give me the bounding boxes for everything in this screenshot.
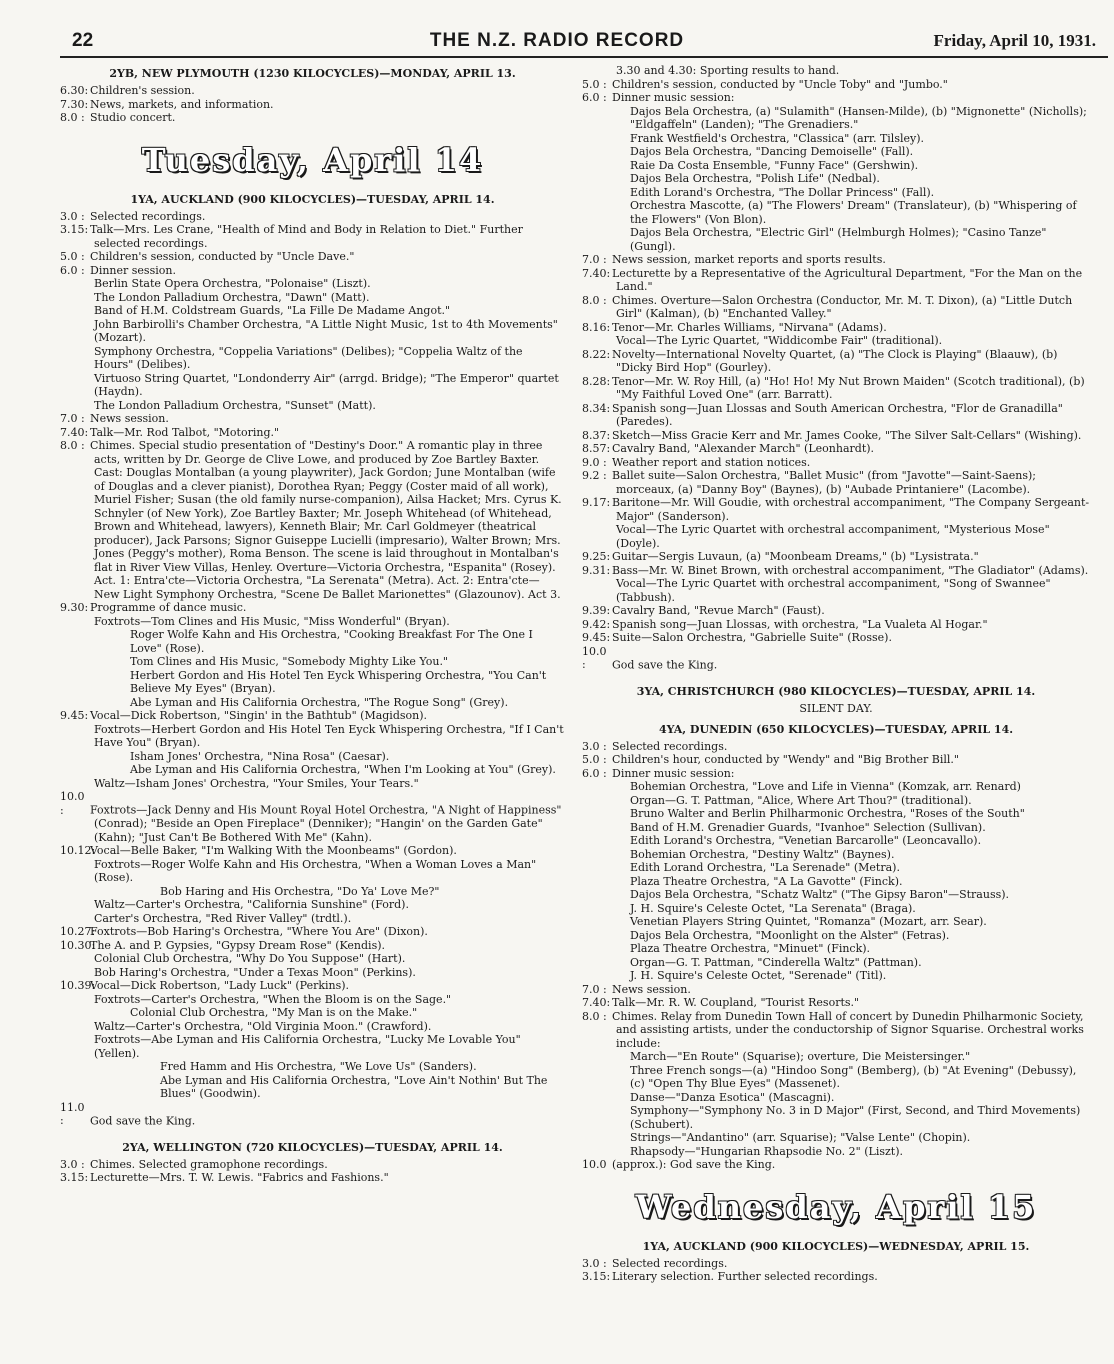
programme-entry <box>582 861 1090 875</box>
entry-time: 7.0 : <box>582 253 607 266</box>
programme-entry <box>582 550 1090 564</box>
page-header <box>0 0 1114 60</box>
programme-entry <box>582 496 1090 523</box>
programme-entry <box>582 1145 1090 1159</box>
programme-entry <box>60 1033 565 1060</box>
programme-entry <box>60 304 565 318</box>
programme-entry <box>582 294 1090 321</box>
programme-entry <box>582 226 1090 253</box>
entry-time: 5.0 : <box>582 753 607 766</box>
programme-entry <box>582 375 1090 402</box>
masthead-title: THE N.Z. RADIO RECORD <box>429 30 685 51</box>
entry-text: Lecturette—Mrs. T. W. Lewis. "Fabrics and Fashions." <box>90 1171 389 1184</box>
programme-entry <box>582 969 1090 983</box>
entry-text: Dajos Bela Orchestra, "Dancing Demoiselle" (Fall). <box>630 145 914 158</box>
entry-text: Strings—"Andantino" (arr. Squarise); "Valse Lente" (Chopin). <box>630 1131 971 1144</box>
programme-entry <box>60 628 565 655</box>
entry-time: 9.31: <box>582 563 611 577</box>
entry-time: 8.37: <box>582 428 611 442</box>
programme-entry <box>60 750 565 764</box>
programme-entry <box>582 1064 1090 1091</box>
entry-time: 10.0 <box>582 1158 607 1171</box>
entry-time: 8.0 : <box>60 111 85 124</box>
entry-time: 6.0 : <box>582 766 607 780</box>
programme-entry <box>582 902 1090 916</box>
programme-entry <box>582 794 1090 808</box>
station-heading: 2YB, NEW PLYMOUTH (1230 KILOCYCLES)—MONDAY, APRIL 13. <box>109 67 516 80</box>
programme-entry <box>60 291 565 305</box>
programme-entry <box>582 604 1090 618</box>
entry-text: Organ—G. T. Pattman, "Cinderella Waltz" (Pattman). <box>630 955 922 969</box>
entry-text: News, markets, and information. <box>90 97 274 111</box>
programme-entry <box>582 1257 1090 1271</box>
entry-time: 5.0 : <box>60 250 85 263</box>
programme-entry <box>582 1158 1090 1172</box>
entry-time: 8.0 : <box>582 293 607 307</box>
entry-time: 9.30: <box>60 601 89 614</box>
programme-entry <box>582 807 1090 821</box>
entry-time: 8.22: <box>582 347 611 361</box>
programme-entry <box>60 1020 565 1034</box>
programme-entry <box>582 942 1090 956</box>
programme-entry <box>582 105 1090 132</box>
programme-entry <box>582 1270 1090 1284</box>
entry-text: Chimes. Overture—Salon Orchestra (Conductor, Mr. M. T. Dixon), (a) "Little Dutch Girl" (Kalman), (b) "Enchanted Valley." <box>612 293 1073 320</box>
entry-text: 3.30 and 4.30: Sporting results to hand. <box>616 64 840 77</box>
programme-entry <box>582 618 1090 632</box>
entry-text: Spanish song—Juan Llossas, with orchestra, "La Vualeta Al Hogar." <box>612 617 988 631</box>
entry-text: Bruno Walter and Berlin Philharmonic Orchestra, "Roses of the South" <box>630 807 1025 820</box>
entry-time: 6.0 : <box>60 263 85 277</box>
entry-time: 8.0 : <box>582 1009 607 1023</box>
entry-text: Plaza Theatre Orchestra, "Minuet" (Finck). <box>630 942 871 955</box>
entry-text: Children's session, conducted by "Uncle Toby" and "Jumbo." <box>612 77 948 91</box>
programme-entry <box>582 469 1090 496</box>
entry-text: Raie Da Costa Ensemble, "Funny Face" (Gershwin). <box>630 158 919 172</box>
entry-time: 10.30: <box>60 938 96 952</box>
programme-entry <box>582 821 1090 835</box>
entry-text: Organ—G. T. Pattman, "Alice, Where Art Thou?" (traditional). <box>630 793 972 807</box>
entry-text: Dajos Bela Orchestra, "Electric Girl" (Helmburgh Holmes); "Casino Tanze" (Gungl). <box>630 226 1047 253</box>
entry-text: Waltz—Carter's Orchestra, "Old Virginia Moon." (Crawford). <box>94 1019 432 1033</box>
programme-entry <box>60 952 565 966</box>
entry-text: Chimes. Special studio presentation of "Destiny's Door." A romantic play in three acts, written by Dr. George de Clive Lowe, and produced by Zoe Bartley Baxter. Cast: Douglas Montalban (a young playwriter), Jack Gordon; June Montalban (wife of Douglas and a clever pianist), Dorothea Ryan; Peggy (Coster maid of all work), Muriel Fisher; Susan (the old family nurse-companion), Ailsa Hacket; Mrs. Cyrus K. Schnyler (of New York), Zoe Bartley Baxter; Mr. Joseph Whitehead (of Whitehead, Brown and Whitehead, lawyers), Kenneth Blair; Mr. Carl Goldmeyer (theatrical producer), Jack Parsons; Signor Guiseppe Lucielli (impresario), Walter Brown; Mrs. Jones (Peggy's mother), Roma Benson. The scene is laid throughout in Montalban's flat in River View Villas, Henley. Overture—Victoria Orchestra, "Espanita" (Rosey). Act. 1: Entra'cte—Victoria Orchestra, "La Serenata" (Metra). Act. 2: Entra'cte—New Light Symphony Orchestra, "Scene De Ballet Marionettes" (Glazounov). Act 3. <box>90 439 562 601</box>
entry-time: 9.39: <box>582 604 611 617</box>
entry-text: Dajos Bela Orchestra, "Schatz Waltz" ("The Gipsy Baron"—Strauss). <box>630 888 1010 901</box>
entry-text: Selected recordings. <box>90 209 206 223</box>
entry-time: 7.30: <box>60 97 89 111</box>
programme-entry <box>582 159 1090 173</box>
entry-text: Chimes. Selected gramophone recordings. <box>90 1157 328 1171</box>
entry-time: 3.15: <box>60 223 89 236</box>
programme-entry <box>60 1060 565 1074</box>
entry-text: Carter's Orchestra, "Red River Valley" (trdtl.). <box>94 911 352 925</box>
programme-entry <box>60 399 565 413</box>
day-banner: Tuesday, April 14 <box>141 140 484 179</box>
programme-entry <box>582 348 1090 375</box>
entry-text: Virtuoso String Quartet, "Londonderry Air" (arrgd. Bridge); "The Emperor" quartet (Haydn). <box>94 371 559 398</box>
programme-entry <box>60 277 565 291</box>
entry-text: Waltz—Carter's Orchestra, "California Sunshine" (Ford). <box>94 898 409 911</box>
station-heading: 2YA, WELLINGTON (720 KILOCYCLES)—TUESDAY, APRIL 14. <box>122 1140 503 1154</box>
programme-entry <box>60 111 565 125</box>
programme-entry <box>582 1091 1090 1105</box>
entry-time: 7.0 : <box>60 412 85 425</box>
entry-text: Isham Jones' Orchestra, "Nina Rosa" (Caesar). <box>130 749 390 763</box>
entry-text: Children's session, conducted by "Uncle Dave." <box>90 250 355 263</box>
entry-text: Vocal—Dick Robertson, "Singin' in the Bathtub" (Magidson). <box>90 709 428 722</box>
entry-text: Cavalry Band, "Revue March" (Faust). <box>612 604 825 617</box>
entry-text: Symphony—"Symphony No. 3 in D Major" (First, Second, and Third Movements) (Schubert). <box>630 1104 1081 1131</box>
entry-text: Dajos Bela Orchestra, "Moonlight on the Alster" (Fetras). <box>630 928 950 942</box>
programme-entry <box>60 372 565 399</box>
programme-entry <box>60 1074 565 1101</box>
programme-entry <box>582 888 1090 902</box>
programme-entry <box>582 1131 1090 1145</box>
programme-entry <box>582 402 1090 429</box>
programme-entry <box>582 1010 1090 1051</box>
entry-text: Band of H.M. Grenadier Guards, "Ivanhoe" Selection (Sullivan). <box>630 820 986 834</box>
entry-text: Waltz—Isham Jones' Orchestra, "Your Smiles, Your Tears." <box>94 776 419 790</box>
programme-entry <box>60 669 565 696</box>
programme-entry <box>60 345 565 372</box>
station-heading: 3YA, CHRISTCHURCH (980 KILOCYCLES)—TUESDAY, APRIL 14. <box>636 684 1036 698</box>
entry-time: 9.2 : <box>582 469 607 482</box>
entry-text: Roger Wolfe Kahn and His Orchestra, "Cooking Breakfast For The One I Love" (Rose). <box>130 628 533 655</box>
station-heading: 1YA, AUCKLAND (900 KILOCYCLES)—WEDNESDAY, APRIL 15. <box>642 1239 1030 1253</box>
entry-text: Abe Lyman and His California Orchestra, "Love Ain't Nothin' But The Blues" (Goodwin). <box>160 1073 548 1100</box>
programme-entry <box>60 709 565 723</box>
programme-entry <box>60 223 565 250</box>
programme-entry <box>582 186 1090 200</box>
entry-text: J. H. Squire's Celeste Octet, "Serenade" (Titl). <box>630 969 887 982</box>
entry-text: Foxtrots—Jack Denny and His Mount Royal Hotel Orchestra, "A Night of Happiness" (Conrad); "Beside an Open Fireplace" (Denniker); "Hangin' on the Garden Gate" (Kahn); "Just Can't Be Bothered With Me" (Kahn). <box>90 803 562 844</box>
entry-text: Foxtrots—Carter's Orchestra, "When the Bloom is on the Sage." <box>94 992 452 1006</box>
entry-text: Bohemian Orchestra, "Love and Life in Vienna" (Komzak, arr. Renard) <box>630 780 1021 793</box>
entry-text: Sketch—Miss Gracie Kerr and Mr. James Cooke, "The Silver Salt-Cellars" (Wishing). <box>612 428 1082 442</box>
entry-text: Bob Haring and His Orchestra, "Do Ya' Love Me?" <box>160 884 440 898</box>
programme-entry <box>60 777 565 791</box>
programme-list <box>60 84 565 125</box>
programme-entry <box>60 723 565 750</box>
entry-time: 10.12: <box>60 844 96 857</box>
programme-entry <box>582 442 1090 456</box>
left-column <box>60 64 565 1356</box>
entry-text: Symphony Orchestra, "Coppelia Variations" (Delibes); "Coppelia Waltz of the Hours" (Delibes). <box>94 344 523 371</box>
entry-text: Three French songs—(a) "Hindoo Song" (Bemberg), (b) "At Evening" (Debussy), (c) "Open Thy Blue Eyes" (Massenet). <box>630 1063 1077 1090</box>
entry-text: Vocal—The Lyric Quartet with orchestral accompaniment, "Mysterious Mose" (Doyle). <box>616 523 1050 550</box>
entry-time: 9.0 : <box>582 455 607 469</box>
programme-entry <box>60 1158 565 1172</box>
entry-text: Tenor—Mr. Charles Williams, "Nirvana" (Adams). <box>612 320 887 334</box>
entry-time: 10.27: <box>60 925 96 938</box>
entry-text: The A. and P. Gypsies, "Gypsy Dream Rose" (Kendis). <box>90 938 386 952</box>
programme-entry <box>60 763 565 777</box>
entry-text: Edith Lorand's Orchestra, "Venetian Barcarolle" (Leoncavallo). <box>630 834 982 847</box>
entry-time: 11.0 : <box>60 1100 85 1127</box>
programme-list <box>582 64 1090 672</box>
entry-text: Plaza Theatre Orchestra, "A La Gavotte" (Finck). <box>630 874 903 888</box>
programme-entry <box>582 253 1090 267</box>
entry-text: Band of H.M. Coldstream Guards, "La Fille De Madame Angot." <box>94 304 451 317</box>
entry-text: Studio concert. <box>90 111 176 124</box>
programme-entry <box>60 98 565 112</box>
entry-text: Abe Lyman and His California Orchestra, "The Rogue Song" (Grey). <box>130 695 509 709</box>
header-rule <box>60 56 1108 58</box>
entry-text: The London Palladium Orchestra, "Dawn" (Matt). <box>94 290 370 304</box>
programme-entry <box>582 645 1090 672</box>
programme-entry <box>60 250 565 264</box>
entry-text: Edith Lorand's Orchestra, "The Dollar Princess" (Fall). <box>630 185 935 199</box>
entry-text: Selected recordings. <box>612 739 728 753</box>
entry-text: Lecturette by a Representative of the Agricultural Department, "For the Man on the Land." <box>612 266 1083 293</box>
entry-time: 9.25: <box>582 550 611 563</box>
programme-entry <box>60 966 565 980</box>
entry-text: John Barbirolli's Chamber Orchestra, "A Little Night Music, 1st to 4th Movements" (Mozart). <box>94 317 558 344</box>
programme-entry <box>582 740 1090 754</box>
programme-entry <box>60 925 565 939</box>
entry-text: Tenor—Mr. W. Roy Hill, (a) "Ho! Ho! My Nut Brown Maiden" (Scotch traditional), (b) "My Faithful Loved One" (arr. Barratt). <box>612 374 1085 401</box>
programme-list <box>582 740 1090 1172</box>
entry-time: 7.40: <box>582 996 611 1009</box>
programme-entry <box>582 321 1090 335</box>
entry-text: Children's session. <box>90 84 195 97</box>
programme-entry <box>60 426 565 440</box>
entry-time: 9.17: <box>582 496 611 509</box>
entry-time: 9.45: <box>582 631 611 644</box>
programme-entry <box>60 696 565 710</box>
entry-text: March—"En Route" (Squarise); overture, Die Meistersinger." <box>630 1050 971 1063</box>
entry-text: Edith Lorand Orchestra, "La Serenade" (Metra). <box>630 861 900 874</box>
entry-text: Ballet suite—Salon Orchestra, "Ballet Music" (from "Javotte"—Saint-Saens); morceaux, (a) "Danny Boy" (Baynes), (b) "Aubade Printaniere" (Lacombe). <box>612 469 1037 496</box>
entry-time: 9.45: <box>60 709 89 722</box>
programme-entry <box>582 267 1090 294</box>
programme-entry <box>60 858 565 885</box>
entry-text: Talk—Mrs. Les Crane, "Health of Mind and Body in Relation to Diet." Further selected recordings. <box>90 223 523 250</box>
entry-text: Selected recordings. <box>612 1256 728 1270</box>
programme-entry <box>60 439 565 601</box>
programme-entry <box>60 844 565 858</box>
entry-text: Talk—Mr. Rod Talbot, "Motoring." <box>90 425 280 439</box>
programme-entry <box>582 91 1090 105</box>
entry-text: Foxtrots—Herbert Gordon and His Hotel Ten Eyck Whispering Orchestra, "If I Can't Have You" (Bryan). <box>94 722 564 749</box>
programme-entry <box>582 983 1090 997</box>
entry-text: Orchestra Mascotte, (a) "The Flowers' Dream" (Translateur), (b) "Whispering of the Flowers" (Von Blon). <box>630 199 1077 226</box>
programme-entry <box>60 939 565 953</box>
programme-entry <box>60 1171 565 1185</box>
programme-entry <box>582 199 1090 226</box>
station-heading: 1YA, AUCKLAND (900 KILOCYCLES)—TUESDAY, APRIL 14. <box>130 192 495 206</box>
programme-entry <box>60 912 565 926</box>
station-heading: 4YA, DUNEDIN (650 KILOCYCLES)—TUESDAY, APRIL 14. <box>658 722 1014 736</box>
entry-time: 8.16: <box>582 320 611 334</box>
entry-text: Frank Westfield's Orchestra, "Classica" (arr. Tilsley). <box>630 131 924 145</box>
entry-text: Fred Hamm and His Orchestra, "We Love Us" (Sanders). <box>160 1060 477 1073</box>
issue-date: Friday, April 10, 1931. <box>933 31 1096 50</box>
entry-time: 7.40: <box>60 425 89 439</box>
entry-text: Berlin State Opera Orchestra, "Polonaise" (Liszt). <box>94 277 371 290</box>
programme-entry <box>60 210 565 224</box>
programme-entry <box>582 577 1090 604</box>
entry-text: Foxtrots—Bob Haring's Orchestra, "Where You Are" (Dixon). <box>90 925 428 938</box>
programme-entry <box>60 601 565 615</box>
entry-time: 9.42: <box>582 617 611 631</box>
entry-text: Colonial Club Orchestra, "My Man is on the Make." <box>130 1006 418 1019</box>
programme-entry <box>582 956 1090 970</box>
entry-text: Vocal—Belle Baker, "I'm Walking With the Moonbeams" (Gordon). <box>90 844 457 857</box>
entry-text: Dinner music session: <box>612 766 735 780</box>
entry-time: 3.15: <box>60 1171 89 1184</box>
programme-entry <box>60 979 565 993</box>
programme-entry <box>582 564 1090 578</box>
programme-entry <box>582 631 1090 645</box>
entry-text: J. H. Squire's Celeste Octet, "La Serenata" (Braga). <box>630 901 916 915</box>
page-number: 22 <box>72 30 94 51</box>
silent-day-note: SILENT DAY. <box>799 701 873 715</box>
entry-text: Bass—Mr. W. Binet Brown, with orchestral accompaniment, "The Gladiator" (Adams). <box>612 563 1089 577</box>
entry-time: 10.0 : <box>582 644 607 671</box>
programme-entry <box>60 885 565 899</box>
programme-entry <box>60 898 565 912</box>
entry-time: 6.0 : <box>582 91 607 104</box>
programme-entry <box>60 1101 565 1128</box>
programme-entry <box>582 145 1090 159</box>
entry-text: Foxtrots—Abe Lyman and His California Orchestra, "Lucky Me Lovable You" (Yellen). <box>94 1033 521 1060</box>
entry-text: Talk—Mr. R. W. Coupland, "Tourist Resorts." <box>612 996 860 1009</box>
programme-entry <box>60 790 565 844</box>
entry-time: 3.0 : <box>60 209 85 223</box>
entry-text: Danse—"Danza Esotica" (Mascagni). <box>630 1090 835 1104</box>
programme-entry <box>60 412 565 426</box>
programme-entry <box>582 132 1090 146</box>
programme-list <box>582 1257 1090 1284</box>
entry-text: Dajos Bela Orchestra, (a) "Sulamith" (Hansen-Milde), (b) "Mignonette" (Nicholls); "Eldgaffeln" (Landen); "The Grenadiers." <box>630 104 1087 131</box>
programme-entry <box>60 1006 565 1020</box>
entry-text: Dajos Bela Orchestra, "Polish Life" (Nedbal). <box>630 172 880 185</box>
programme-entry <box>582 996 1090 1010</box>
entry-time: 8.34: <box>582 401 611 415</box>
entry-text: Tom Clines and His Music, "Somebody Mighty Like You." <box>130 655 448 668</box>
entry-text: God save the King. <box>612 658 718 671</box>
entry-time: 8.0 : <box>60 439 85 452</box>
entry-time: 3.0 : <box>582 1256 607 1270</box>
entry-text: Spanish song—Juan Llossas and South American Orchestra, "Flor de Granadilla" (Paredes). <box>612 401 1063 428</box>
entry-time: 3.0 : <box>582 739 607 753</box>
programme-list <box>60 1158 565 1185</box>
entry-time: 8.28: <box>582 374 611 388</box>
programme-entry <box>60 318 565 345</box>
entry-time: 8.57: <box>582 442 611 455</box>
entry-text: Venetian Players String Quintet, "Romanza" (Mozart, arr. Sear). <box>630 915 987 928</box>
entry-text: Vocal—The Lyric Quartet with orchestral accompaniment, "Song of Swannee" (Tabbush). <box>616 577 1051 604</box>
entry-text: News session. <box>612 982 691 996</box>
right-column <box>582 64 1090 1356</box>
entry-text: Colonial Club Orchestra, "Why Do You Suppose" (Hart). <box>94 952 406 965</box>
entry-text: News session, market reports and sports results. <box>612 253 886 266</box>
entry-text: Cavalry Band, "Alexander March" (Leonhardt). <box>612 442 875 455</box>
programme-entry <box>582 64 1090 78</box>
entry-time: 5.0 : <box>582 77 607 91</box>
programme-entry <box>582 834 1090 848</box>
entry-text: Foxtrots—Roger Wolfe Kahn and His Orchestra, "When a Woman Loves a Man" (Rose). <box>94 857 537 884</box>
programme-entry <box>582 523 1090 550</box>
entry-time: 3.15: <box>582 1270 611 1283</box>
programme-entry <box>582 78 1090 92</box>
programme-entry <box>582 780 1090 794</box>
entry-text: Weather report and station notices. <box>612 455 811 469</box>
entry-time: 6.30: <box>60 84 89 97</box>
programme-entry <box>582 767 1090 781</box>
entry-text: Vocal—The Lyric Quartet, "Widdicombe Fair" (traditional). <box>616 334 943 347</box>
programme-entry <box>60 264 565 278</box>
programme-entry <box>60 84 565 98</box>
programme-entry <box>582 929 1090 943</box>
day-banner: Wednesday, April 15 <box>635 1187 1037 1226</box>
programme-entry <box>582 172 1090 186</box>
programme-entry <box>582 1050 1090 1064</box>
entry-text: Literary selection. Further selected recordings. <box>612 1270 878 1283</box>
entry-text: Children's hour, conducted by "Wendy" and "Big Brother Bill." <box>612 753 959 766</box>
entry-text: Suite—Salon Orchestra, "Gabrielle Suite" (Rosse). <box>612 631 892 644</box>
programme-entry <box>582 753 1090 767</box>
entry-text: News session. <box>90 412 169 425</box>
programme-entry <box>582 1104 1090 1131</box>
entry-time: 10.39: <box>60 979 96 992</box>
entry-text: Dinner session. <box>90 263 176 277</box>
programme-entry <box>582 848 1090 862</box>
programme-entry <box>582 915 1090 929</box>
entry-text: Guitar—Sergis Luvaun, (a) "Moonbeam Dreams," (b) "Lysistrata." <box>612 550 979 563</box>
entry-text: (approx.): God save the King. <box>612 1158 776 1171</box>
entry-text: Bob Haring's Orchestra, "Under a Texas Moon" (Perkins). <box>94 965 416 979</box>
programme-entry <box>60 615 565 629</box>
entry-text: God save the King. <box>90 1114 196 1127</box>
entry-text: Bohemian Orchestra, "Destiny Waltz" (Baynes). <box>630 847 895 861</box>
programme-entry <box>582 334 1090 348</box>
entry-text: Rhapsody—"Hungarian Rhapsodie No. 2" (Liszt). <box>630 1144 903 1158</box>
programme-entry <box>60 993 565 1007</box>
entry-text: Foxtrots—Tom Clines and His Music, "Miss Wonderful" (Bryan). <box>94 614 450 628</box>
entry-time: 3.0 : <box>60 1157 85 1171</box>
entry-text: Baritone—Mr. Will Goudie, with orchestral accompaniment, "The Company Sergeant-Major" (Sanderson). <box>612 496 1090 523</box>
entry-time: 7.40: <box>582 266 611 280</box>
entry-time: 10.0 : <box>60 790 85 817</box>
programme-entry <box>582 456 1090 470</box>
entry-text: Programme of dance music. <box>90 601 247 614</box>
programme-entry <box>582 429 1090 443</box>
entry-text: Abe Lyman and His California Orchestra, "When I'm Looking at You" (Grey). <box>130 763 556 776</box>
programme-entry <box>582 875 1090 889</box>
programme-list <box>60 210 565 1128</box>
entry-text: Herbert Gordon and His Hotel Ten Eyck Whispering Orchestra, "You Can't Believe My Eyes" (Bryan). <box>130 668 547 695</box>
programme-entry <box>60 655 565 669</box>
entry-text: Vocal—Dick Robertson, "Lady Luck" (Perkins). <box>90 979 350 992</box>
entry-text: Chimes. Relay from Dunedin Town Hall of concert by Dunedin Philharmonic Society, and assisting artists, under the conductorship of Signor Squarise. Orchestral works include: <box>612 1009 1084 1050</box>
entry-text: The London Palladium Orchestra, "Sunset" (Matt). <box>94 398 376 412</box>
entry-text: Novelty—International Novelty Quartet, (a) "The Clock is Playing" (Blaauw), (b) "Dicky Bird Hop" (Gourley). <box>612 347 1058 374</box>
entry-text: Dinner music session: <box>612 91 735 104</box>
entry-time: 7.0 : <box>582 982 607 996</box>
